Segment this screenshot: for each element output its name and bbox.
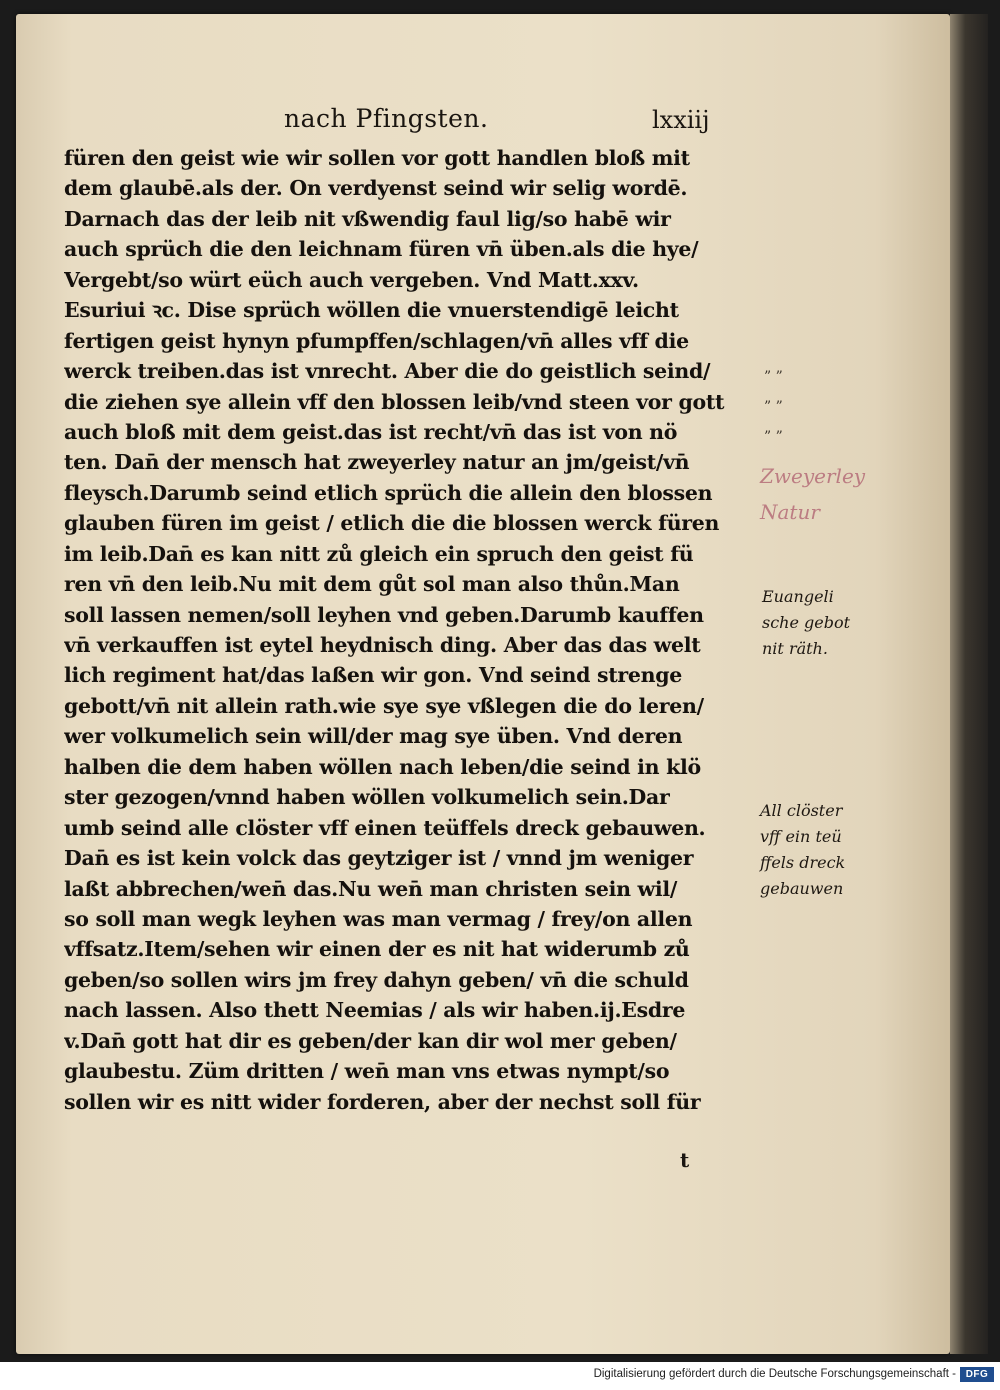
text-line: soll lassen nemen/soll leyhen vnd geben.Darumb kauffen xyxy=(64,602,704,627)
text-line: Esuriui ꝛc. Dise sprüch wöllen die vnuerstendigē leicht xyxy=(64,298,679,323)
text-line: wer volkumelich sein will/der mag sye üben. Vnd deren xyxy=(64,724,683,749)
handwritten-note-line: Natur xyxy=(760,500,820,524)
book-edge xyxy=(950,14,988,1354)
text-line: halben die dem haben wöllen nach leben/die seind in klö xyxy=(64,754,701,779)
text-line: fleysch.Darumb seind etlich sprüch die allein den blossen xyxy=(64,480,713,505)
side-note-line: Euangeli xyxy=(762,587,834,606)
dfg-logo[interactable]: DFG xyxy=(960,1367,994,1382)
handwritten-note-line: Zweyerley xyxy=(760,464,866,488)
side-note-line: nit räth. xyxy=(762,639,828,658)
side-note-line: gebauwen xyxy=(760,879,844,898)
text-line: glauben füren im geist / etlich die die blossen werck füren xyxy=(64,511,720,536)
text-line: auch bloß mit dem geist.das ist recht/vn̄ das ist von nö xyxy=(64,419,678,444)
funding-credit: Digitalisierung gefördert durch die Deutsche Forschungsgemeinschaft - xyxy=(593,1368,956,1380)
page-header xyxy=(268,104,768,138)
text-line: ren vn̄ den leib.Nu mit dem gůt sol man also thůn.Man xyxy=(64,572,680,597)
handwritten-margin-note xyxy=(760,458,910,530)
signature-mark: t xyxy=(680,1148,690,1172)
text-line: gebott/vn̄ nit allein rath.wie sye sye vßlegen die do leren/ xyxy=(64,693,704,718)
text-line: vn̄ verkauffen ist eytel heydnisch ding. Aber das das welt xyxy=(64,633,701,657)
side-note-line: ffels dreck xyxy=(760,853,846,872)
printed-side-note xyxy=(762,584,872,662)
folio-number: lxxiij xyxy=(652,106,710,134)
text-line: ten. Dan̄ der mensch hat zweyerley natur an jm/geist/vn̄ xyxy=(64,450,690,475)
text-line: Dan̄ es ist kein volck das geytziger ist / vnnd jm weniger xyxy=(64,846,694,871)
body-text xyxy=(64,143,764,1117)
text-line: nach lassen. Also thett Neemias / als wir haben.ij.Esdre xyxy=(64,998,686,1023)
text-line: füren den geist wie wir sollen vor gott handlen bloß mit xyxy=(64,146,690,170)
text-line: auch sprüch die den leichnam füren vn̄ üben.als die hye/ xyxy=(64,237,699,262)
side-note-line: sche gebot xyxy=(762,613,851,632)
text-line: laßt abbrechen/wen̄ das.Nu wen̄ man christen sein wil/ xyxy=(64,876,678,901)
quote-mark: ” ” xyxy=(764,369,783,385)
text-line: dem glaubē.als der. On verdyenst seind wir selig wordē. xyxy=(64,176,688,201)
text-line: vffsatz.Item/sehen wir einen der es nit hat widerumb zů xyxy=(64,937,690,962)
quote-mark: ” ” xyxy=(764,429,783,445)
text-line: die ziehen sye allein vff den blossen leib/vnd steen vor gott xyxy=(64,389,725,414)
text-line: fertigen geist hynyn pfumpffen/schlagen/vn̄ alles vff die xyxy=(64,328,689,353)
text-line: sollen wir es nitt wider forderen, aber der nechst soll für xyxy=(64,1089,701,1114)
margin-quote-marks xyxy=(764,362,804,452)
running-title: nach Pfingsten. xyxy=(284,104,489,133)
text-line: werck treiben.das ist vnrecht. Aber die do geistlich seind/ xyxy=(64,359,711,384)
text-line: v.Dan̄ gott hat dir es geben/der kan dir wol mer geben/ xyxy=(64,1028,677,1053)
text-line: so soll man wegk leyhen was man vermag / frey/on allen xyxy=(64,906,693,931)
text-line: glaubestu. Züm dritten / wen̄ man vns etwas nympt/so xyxy=(64,1059,670,1084)
text-line: geben/so sollen wirs jm frey dahyn geben/ vn̄ die schuld xyxy=(64,967,689,992)
text-line: lich regiment hat/das laßen wir gon. Vnd seind strenge xyxy=(64,663,682,688)
text-line: Vergebt/so würt eüch auch vergeben. Vnd Matt.xxv. xyxy=(64,267,639,292)
footer-bar xyxy=(0,1362,1000,1390)
text-line: umb seind alle clöster vff einen teüffels dreck gebauwen. xyxy=(64,815,706,840)
printed-side-note xyxy=(760,798,870,902)
side-note-line: All clöster xyxy=(760,801,843,820)
text-line: Darnach das der leib nit vßwendig faul lig/so habē wir xyxy=(64,206,671,231)
quote-mark: ” ” xyxy=(764,399,783,415)
side-note-line: vff ein teü xyxy=(760,827,842,846)
text-line: ster gezogen/vnnd haben wöllen volkumelich sein.Dar xyxy=(64,785,670,810)
text-line: im leib.Dan̄ es kan nitt zů gleich ein spruch den geist fü xyxy=(64,541,694,566)
